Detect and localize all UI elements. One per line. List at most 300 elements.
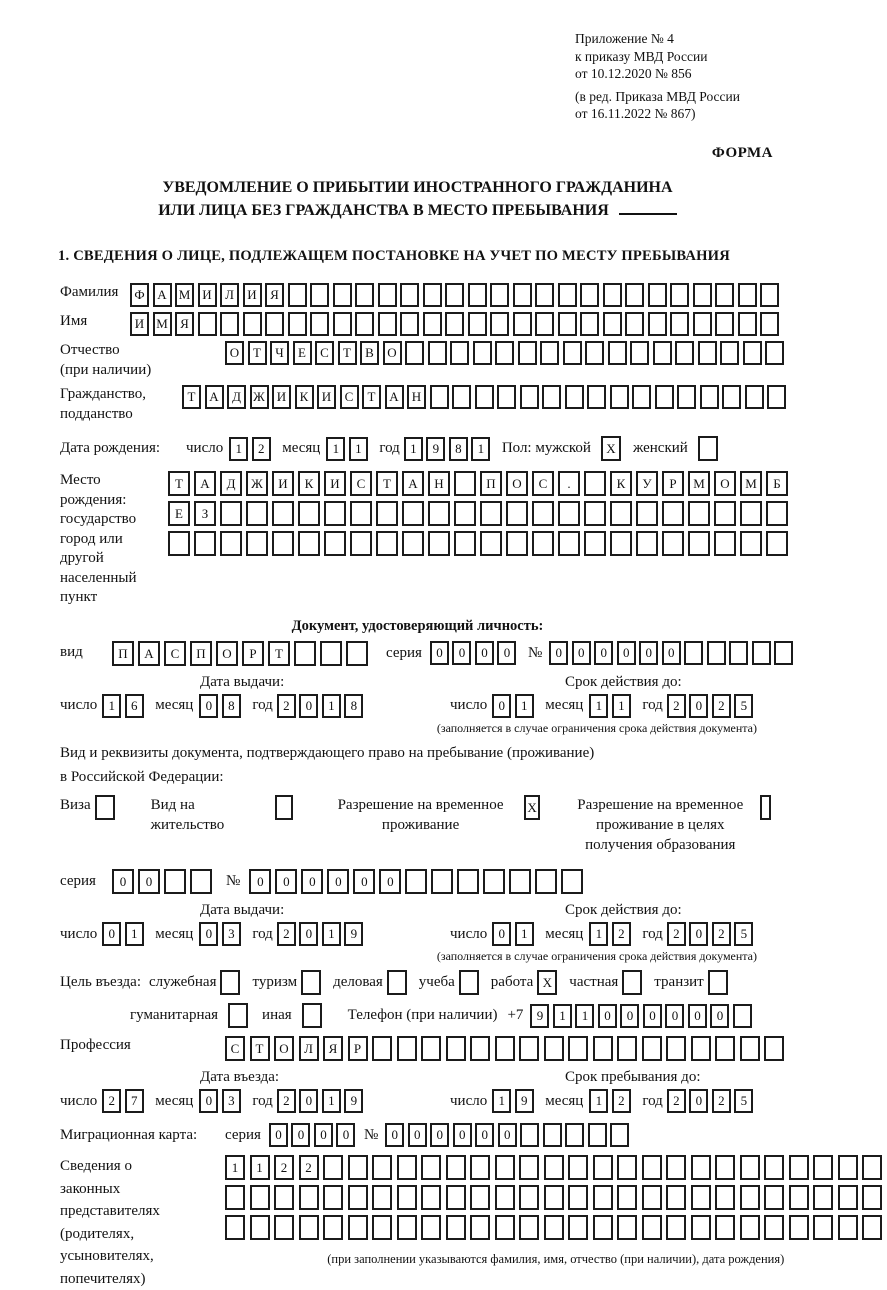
- char-cell: [764, 1036, 784, 1061]
- char-cell: [838, 1215, 858, 1240]
- char-cell: .: [558, 471, 580, 496]
- char-cell: [323, 1155, 343, 1180]
- name-row: [60, 312, 775, 336]
- visit-purpose-label: Цель въезда:: [60, 974, 141, 991]
- residence-seriya-cells: [112, 869, 216, 894]
- char-cell: С: [225, 1036, 245, 1061]
- char-cell: [766, 501, 788, 526]
- char-cell: 1: [404, 437, 423, 461]
- char-cell: М: [153, 312, 172, 336]
- char-cell: 2: [277, 694, 296, 718]
- char-cell: [617, 1185, 637, 1210]
- birth-place-label: Место рождения: государство город или другой населенный пункт: [60, 472, 137, 606]
- char-cell: 0: [475, 641, 494, 665]
- char-cell: [542, 385, 561, 409]
- purpose-private-checkbox: [622, 970, 642, 995]
- char-cell: 0: [688, 1004, 707, 1028]
- char-cell: [355, 312, 374, 336]
- char-cell: П: [112, 641, 134, 666]
- char-cell: [648, 283, 667, 307]
- char-cell: [298, 501, 320, 526]
- res-expiry-year-cells: [667, 922, 757, 946]
- char-cell: 0: [492, 694, 511, 718]
- char-cell: 2: [667, 1089, 686, 1113]
- char-cell: [675, 341, 694, 365]
- char-cell: [691, 1185, 711, 1210]
- char-cell: 0: [492, 922, 511, 946]
- migration-number-cells: [385, 1123, 633, 1147]
- char-cell: 3: [222, 922, 241, 946]
- identity-expiry-date: Срок действия до: число 0 1 месяц 1 1 год 2 0 2 5: [450, 674, 775, 718]
- migration-seriya-cells: [269, 1123, 359, 1147]
- char-cell: 1: [229, 437, 248, 461]
- stay-month-cells: [589, 1089, 634, 1113]
- char-cell: [738, 312, 757, 336]
- patronymic-cells: [225, 341, 788, 365]
- char-cell: Т: [376, 471, 398, 496]
- citizenship-row: [60, 385, 775, 424]
- identity-doc-heading: Документ, удостоверяющий личность:: [291, 617, 544, 634]
- char-cell: Н: [407, 385, 426, 409]
- char-cell: Т: [362, 385, 381, 409]
- char-cell: Д: [220, 471, 242, 496]
- char-cell: 0: [430, 1123, 449, 1147]
- char-cell: 0: [430, 641, 449, 665]
- char-cell: 2: [712, 1089, 731, 1113]
- char-cell: [588, 1123, 607, 1147]
- char-cell: [519, 1036, 539, 1061]
- char-cell: [662, 501, 684, 526]
- char-cell: [617, 1155, 637, 1180]
- char-cell: И: [317, 385, 336, 409]
- char-cell: 0: [572, 641, 591, 665]
- char-cell: [655, 385, 674, 409]
- stay-year-cells: [667, 1089, 757, 1113]
- char-cell: [519, 1185, 539, 1210]
- char-cell: 0: [249, 869, 271, 894]
- char-cell: 0: [299, 922, 318, 946]
- birth-year-cells: [404, 437, 494, 461]
- issue-date-heading: Дата выдачи:: [200, 902, 285, 919]
- visa-checkbox: [95, 795, 115, 820]
- residence-doc-number-row: [60, 869, 775, 894]
- issue-month-cells: [199, 694, 244, 718]
- char-cell: [400, 312, 419, 336]
- migration-card-row: [60, 1123, 775, 1147]
- birth-place-cells-row3: [168, 531, 792, 556]
- char-cell: 2: [274, 1155, 294, 1180]
- char-cell: [473, 341, 492, 365]
- char-cell: 0: [275, 869, 297, 894]
- char-cell: 2: [102, 1089, 121, 1113]
- char-cell: [707, 641, 726, 665]
- char-cell: [446, 1185, 466, 1210]
- residence-number-label: №: [226, 873, 241, 890]
- char-cell: Л: [220, 283, 239, 307]
- order-reference-line: от 10.12.2020 № 856: [575, 66, 692, 82]
- char-cell: [376, 501, 398, 526]
- entry-date-heading: Дата въезда:: [200, 1069, 280, 1086]
- char-cell: 1: [589, 694, 608, 718]
- form-title: [60, 176, 775, 222]
- entry-day-cells: [102, 1089, 147, 1113]
- citizenship-cells: [182, 385, 790, 409]
- char-cell: [430, 385, 449, 409]
- char-cell: 9: [344, 922, 363, 946]
- char-cell: 0: [475, 1123, 494, 1147]
- char-cell: [513, 283, 532, 307]
- char-cell: [774, 641, 793, 665]
- char-cell: [225, 1185, 245, 1210]
- char-cell: 1: [589, 1089, 608, 1113]
- char-cell: [250, 1215, 270, 1240]
- char-cell: [733, 1004, 752, 1028]
- char-cell: [535, 312, 554, 336]
- char-cell: [625, 283, 644, 307]
- char-cell: [617, 1036, 637, 1061]
- phone-label: Телефон (при наличии): [347, 1007, 498, 1024]
- char-cell: И: [198, 283, 217, 307]
- char-cell: [246, 531, 268, 556]
- year-label: год: [379, 440, 400, 457]
- char-cell: [544, 1036, 564, 1061]
- birth-place-cells-row1: [168, 471, 792, 496]
- char-cell: [535, 283, 554, 307]
- char-cell: [480, 501, 502, 526]
- forma-label: ФОРМА: [711, 144, 773, 161]
- char-cell: [372, 1185, 392, 1210]
- char-cell: [584, 531, 606, 556]
- char-cell: 5: [734, 922, 753, 946]
- temp-residence-checkbox: X: [524, 795, 540, 820]
- char-cell: [666, 1185, 686, 1210]
- char-cell: [452, 385, 471, 409]
- char-cell: [813, 1185, 833, 1210]
- char-cell: [691, 1215, 711, 1240]
- char-cell: 9: [426, 437, 445, 461]
- char-cell: Е: [168, 501, 190, 526]
- legal-reps-footnote: (при заполнении указываются фамилия, имя, отчество (при наличии), дата рождения): [327, 1252, 785, 1267]
- char-cell: [421, 1036, 441, 1061]
- char-cell: 1: [102, 694, 121, 718]
- expiry-year-cells: [667, 694, 757, 718]
- purpose-study-checkbox: [459, 970, 479, 995]
- char-cell: А: [153, 283, 172, 307]
- char-cell: [617, 1215, 637, 1240]
- expiry-day-cells: [492, 694, 537, 718]
- char-cell: 0: [199, 922, 218, 946]
- char-cell: 0: [379, 869, 401, 894]
- purpose-transit-checkbox: [708, 970, 728, 995]
- char-cell: [714, 501, 736, 526]
- char-cell: 1: [612, 694, 631, 718]
- char-cell: [220, 501, 242, 526]
- char-cell: Л: [299, 1036, 319, 1061]
- char-cell: О: [714, 471, 736, 496]
- char-cell: [428, 501, 450, 526]
- char-cell: [274, 1185, 294, 1210]
- residence-doc-options: [60, 795, 775, 856]
- char-cell: Р: [242, 641, 264, 666]
- char-cell: 1: [322, 922, 341, 946]
- char-cell: 6: [125, 694, 144, 718]
- char-cell: 2: [277, 1089, 296, 1113]
- char-cell: [348, 1215, 368, 1240]
- birth-date-label: Дата рождения:: [60, 439, 161, 456]
- char-cell: [740, 501, 762, 526]
- char-cell: 1: [471, 437, 490, 461]
- char-cell: [446, 1215, 466, 1240]
- sex-female-checkbox: [698, 436, 718, 461]
- phone-cells: [530, 1004, 755, 1028]
- char-cell: 0: [598, 1004, 617, 1028]
- expiry-month-cells: [589, 694, 634, 718]
- char-cell: [603, 312, 622, 336]
- char-cell: И: [324, 471, 346, 496]
- char-cell: [348, 1185, 368, 1210]
- char-cell: [446, 1155, 466, 1180]
- char-cell: К: [610, 471, 632, 496]
- char-cell: 1: [326, 437, 345, 461]
- char-cell: [423, 312, 442, 336]
- char-cell: А: [205, 385, 224, 409]
- char-cell: 1: [492, 1089, 511, 1113]
- char-cell: [445, 283, 464, 307]
- char-cell: [642, 1185, 662, 1210]
- char-cell: [648, 312, 667, 336]
- char-cell: С: [164, 641, 186, 666]
- char-cell: [740, 1215, 760, 1240]
- char-cell: [714, 531, 736, 556]
- residence-issue-date: Дата выдачи: число 0 1 месяц 0 3 год 2 0 1 9: [60, 902, 450, 946]
- char-cell: [691, 1155, 711, 1180]
- char-cell: Я: [265, 283, 284, 307]
- char-cell: [272, 531, 294, 556]
- char-cell: 2: [712, 694, 731, 718]
- visit-purpose-row2: гуманитарная иная Телефон (при наличии) +7 9 1 1 0 0 0 0 0 0: [60, 1003, 775, 1028]
- char-cell: [190, 869, 212, 894]
- char-cell: 0: [269, 1123, 288, 1147]
- char-cell: [299, 1185, 319, 1210]
- char-cell: 8: [449, 437, 468, 461]
- char-cell: [715, 1155, 735, 1180]
- char-cell: А: [385, 385, 404, 409]
- sex-label: Пол: мужской: [501, 440, 591, 457]
- char-cell: [838, 1185, 858, 1210]
- option-visa: Виза: [60, 795, 119, 820]
- char-cell: [610, 1123, 629, 1147]
- char-cell: 0: [199, 1089, 218, 1113]
- char-cell: 0: [301, 869, 323, 894]
- char-cell: [543, 1123, 562, 1147]
- surname-row: [60, 283, 775, 307]
- char-cell: [372, 1036, 392, 1061]
- char-cell: [324, 501, 346, 526]
- profession-row: [60, 1036, 775, 1061]
- char-cell: В: [360, 341, 379, 365]
- patronymic-row: [60, 341, 775, 380]
- char-cell: 1: [515, 694, 534, 718]
- char-cell: [565, 1123, 584, 1147]
- title-blank-underline: [619, 199, 677, 215]
- identity-doc-seriya-label: серия: [386, 644, 422, 661]
- purpose-business-checkbox: [387, 970, 407, 995]
- char-cell: Я: [175, 312, 194, 336]
- char-cell: Р: [662, 471, 684, 496]
- char-cell: [468, 312, 487, 336]
- char-cell: [288, 283, 307, 307]
- char-cell: И: [130, 312, 149, 336]
- char-cell: 0: [385, 1123, 404, 1147]
- char-cell: [580, 283, 599, 307]
- char-cell: 1: [515, 922, 534, 946]
- entry-month-cells: [199, 1089, 244, 1113]
- char-cell: [535, 869, 557, 894]
- char-cell: [372, 1215, 392, 1240]
- char-cell: А: [194, 471, 216, 496]
- char-cell: [764, 1215, 784, 1240]
- char-cell: О: [383, 341, 402, 365]
- identity-doc-type-label: вид: [60, 644, 83, 661]
- char-cell: [862, 1185, 882, 1210]
- char-cell: 0: [497, 641, 516, 665]
- char-cell: М: [175, 283, 194, 307]
- char-cell: [513, 312, 532, 336]
- day-label: число: [186, 440, 224, 457]
- char-cell: 3: [222, 1089, 241, 1113]
- char-cell: 0: [112, 869, 134, 894]
- char-cell: [421, 1155, 441, 1180]
- char-cell: [168, 531, 190, 556]
- visit-purpose-row: Цель въезда: служебная туризм деловая учеба работа X частная транзит: [60, 970, 775, 995]
- char-cell: [397, 1155, 417, 1180]
- surname-cells: [130, 283, 783, 307]
- char-cell: [585, 341, 604, 365]
- char-cell: [593, 1036, 613, 1061]
- char-cell: [642, 1036, 662, 1061]
- entry-stay-dates: [60, 1069, 775, 1113]
- char-cell: [400, 283, 419, 307]
- char-cell: [584, 471, 606, 496]
- char-cell: К: [295, 385, 314, 409]
- char-cell: [764, 1185, 784, 1210]
- char-cell: [495, 1036, 515, 1061]
- char-cell: А: [402, 471, 424, 496]
- char-cell: [715, 1185, 735, 1210]
- char-cell: [320, 641, 342, 666]
- expiry-footnote: (заполняется в случае ограничения срока действия документа): [436, 720, 757, 735]
- char-cell: [454, 471, 476, 496]
- profession-label: Профессия: [60, 1037, 131, 1054]
- char-cell: 8: [222, 694, 241, 718]
- char-cell: [246, 501, 268, 526]
- char-cell: [715, 283, 734, 307]
- char-cell: [752, 641, 771, 665]
- char-cell: У: [636, 471, 658, 496]
- char-cell: 2: [612, 1089, 631, 1113]
- char-cell: [693, 312, 712, 336]
- char-cell: [495, 1155, 515, 1180]
- char-cell: [323, 1215, 343, 1240]
- option-temp-residence: Разрешение на временное проживание X: [327, 795, 544, 836]
- char-cell: [397, 1036, 417, 1061]
- expiry-footnote: (заполняется в случае ограничения срока действия документа): [436, 949, 757, 964]
- char-cell: [274, 1215, 294, 1240]
- stay-until-heading: Срок пребывания до:: [565, 1069, 701, 1086]
- char-cell: С: [315, 341, 334, 365]
- birth-day-cells: [229, 437, 274, 461]
- char-cell: 2: [252, 437, 271, 461]
- char-cell: Д: [227, 385, 246, 409]
- char-cell: [813, 1215, 833, 1240]
- char-cell: [862, 1215, 882, 1240]
- char-cell: [715, 1036, 735, 1061]
- char-cell: [397, 1185, 417, 1210]
- legal-reps-cells: [225, 1155, 887, 1267]
- char-cell: Б: [766, 471, 788, 496]
- char-cell: [495, 1215, 515, 1240]
- char-cell: [475, 385, 494, 409]
- char-cell: [450, 341, 469, 365]
- citizenship-label: Гражданство, подданство: [60, 386, 147, 422]
- char-cell: [457, 869, 479, 894]
- char-cell: [532, 501, 554, 526]
- char-cell: [243, 312, 262, 336]
- name-cells: [130, 312, 783, 336]
- char-cell: 9: [344, 1089, 363, 1113]
- migration-card-label: Миграционная карта:: [60, 1126, 198, 1143]
- char-cell: [333, 312, 352, 336]
- char-cell: [767, 385, 786, 409]
- char-cell: [405, 869, 427, 894]
- char-cell: [642, 1155, 662, 1180]
- char-cell: [402, 501, 424, 526]
- char-cell: 5: [734, 1089, 753, 1113]
- res-expiry-day-cells: [492, 922, 537, 946]
- char-cell: [265, 312, 284, 336]
- char-cell: [593, 1185, 613, 1210]
- char-cell: 1: [349, 437, 368, 461]
- char-cell: 8: [344, 694, 363, 718]
- sex-male-checkbox: X: [601, 436, 621, 461]
- char-cell: 5: [734, 694, 753, 718]
- char-cell: [220, 312, 239, 336]
- char-cell: [423, 283, 442, 307]
- patronymic-label: Отчество (при наличии): [60, 342, 152, 378]
- char-cell: [563, 341, 582, 365]
- char-cell: [789, 1155, 809, 1180]
- char-cell: [506, 501, 528, 526]
- char-cell: Т: [268, 641, 290, 666]
- char-cell: [862, 1155, 882, 1180]
- char-cell: [720, 341, 739, 365]
- char-cell: 2: [612, 922, 631, 946]
- purpose-humanitarian-checkbox: [228, 1003, 248, 1028]
- char-cell: [677, 385, 696, 409]
- char-cell: [544, 1185, 564, 1210]
- char-cell: 0: [498, 1123, 517, 1147]
- char-cell: [729, 641, 748, 665]
- char-cell: 0: [617, 641, 636, 665]
- char-cell: Т: [248, 341, 267, 365]
- res-expiry-month-cells: [589, 922, 634, 946]
- char-cell: [688, 501, 710, 526]
- char-cell: [421, 1185, 441, 1210]
- char-cell: [397, 1215, 417, 1240]
- char-cell: Ж: [250, 385, 269, 409]
- phone-prefix: +7: [507, 1007, 524, 1024]
- char-cell: 2: [667, 922, 686, 946]
